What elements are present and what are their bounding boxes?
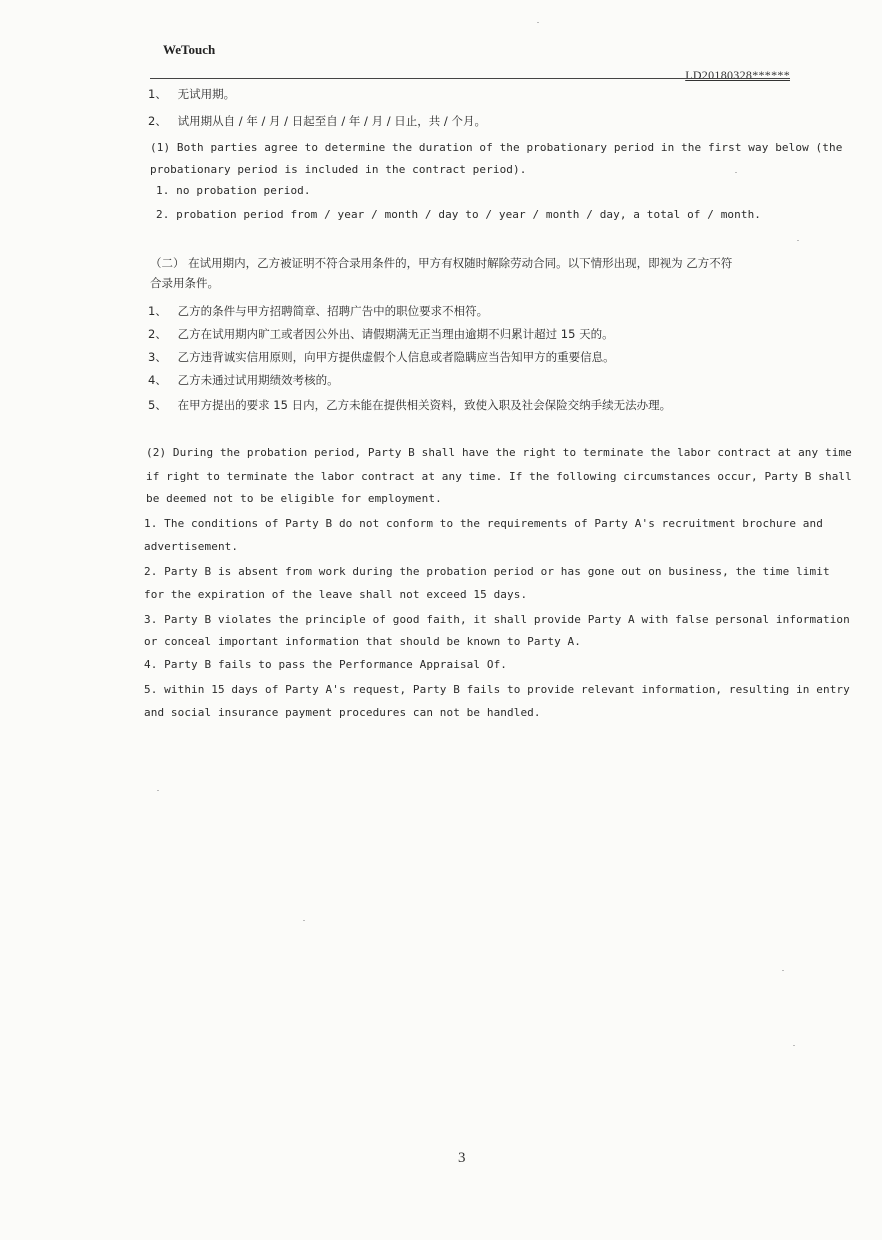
scan-speck: [537, 22, 539, 23]
termination-cn-item: [148, 303, 488, 319]
scan-speck: [157, 790, 159, 791]
termination-cn-item: [148, 349, 615, 365]
scan-speck: [797, 240, 799, 241]
termination-en-line: (2) During the probation period, Party B shall have the right to terminate the labor contract at any time: [146, 446, 852, 459]
scan-speck: [303, 920, 305, 921]
page-number: 3: [458, 1150, 466, 1166]
termination-cn-item: [148, 397, 671, 413]
item-text: 无试用期。: [177, 87, 236, 101]
termination-cn-heading-line-2: 合录用条件。: [150, 276, 219, 290]
item-text: 乙方在试用期内旷工或者因公外出、请假期满无正当理由逾期不归累计超过 15 天的。: [177, 327, 614, 341]
scan-speck: [735, 172, 737, 173]
item-number: 3、: [148, 350, 167, 364]
document-number: LD20180328******: [685, 68, 790, 82]
termination-en-line: 4. Party B fails to pass the Performance Appraisal Of.: [144, 658, 508, 671]
item-text: 乙方的条件与甲方招聘简章、招聘广告中的职位要求不相符。: [177, 304, 489, 318]
probation-en-item-2: 2. probation period from / year / month / day to / year / month / day, a total of / month.: [156, 208, 762, 221]
item-number: 2、: [148, 327, 167, 341]
termination-en-line: for the expiration of the leave shall not exceed 15 days.: [144, 588, 528, 601]
termination-cn-heading-line-1: （二） 在试用期内，乙方被证明不符合录用条件的，甲方有权随时解除劳动合同。以下情形出现，即视为 乙方不符: [150, 256, 733, 270]
item-text: 乙方违背诚实信用原则，向甲方提供虚假个人信息或者隐瞒应当告知甲方的重要信息。: [177, 350, 615, 364]
item-number: 5、: [148, 398, 167, 412]
probation-en-intro-line-1: (1) Both parties agree to determine the duration of the probationary period in the first way below (the: [150, 141, 843, 154]
item-text: 试用期从自 / 年 / 月 / 日起至自 / 年 / 月 / 日止，共 / 个月。: [177, 114, 486, 128]
termination-en-line: 5. within 15 days of Party A's request, Party B fails to provide relevant information, resulting in entry: [144, 683, 850, 696]
termination-en-line: if right to terminate the labor contract at any time. If the following circumstances occur, Party B shall: [146, 470, 852, 483]
termination-en-line: 3. Party B violates the principle of good faith, it shall provide Party A with false personal information: [144, 613, 850, 626]
termination-en-line: 2. Party B is absent from work during the probation period or has gone out on business, the time limit: [144, 565, 830, 578]
probation-cn-item-1: [148, 86, 235, 102]
termination-en-line: or conceal important information that should be known to Party A.: [144, 635, 581, 648]
termination-cn-item: [148, 372, 339, 388]
probation-en-item-1: 1. no probation period.: [156, 184, 311, 197]
item-number: 4、: [148, 373, 167, 387]
probation-cn-item-2: [148, 113, 486, 129]
termination-en-line: 1. The conditions of Party B do not conform to the requirements of Party A's recruitment brochure and: [144, 517, 823, 530]
termination-en-line: and social insurance payment procedures can not be handled.: [144, 706, 541, 719]
item-text: 乙方未通过试用期绩效考核的。: [177, 373, 339, 387]
item-text: 在甲方提出的要求 15 日内，乙方未能在提供相关资料，致使入职及社会保险交纳手续无法办理。: [177, 398, 672, 412]
termination-en-line: advertisement.: [144, 540, 239, 553]
item-number: 1、: [148, 87, 167, 101]
termination-cn-item: [148, 326, 614, 342]
scan-speck: [782, 970, 784, 971]
brand-name: WeTouch: [163, 42, 216, 57]
probation-en-intro-line-2: probationary period is included in the contract period).: [150, 163, 527, 176]
item-number: 1、: [148, 304, 167, 318]
termination-en-line: be deemed not to be eligible for employment.: [146, 492, 442, 505]
scan-speck: [793, 1045, 795, 1046]
header-rule: [150, 78, 790, 79]
item-number: 2、: [148, 114, 167, 128]
